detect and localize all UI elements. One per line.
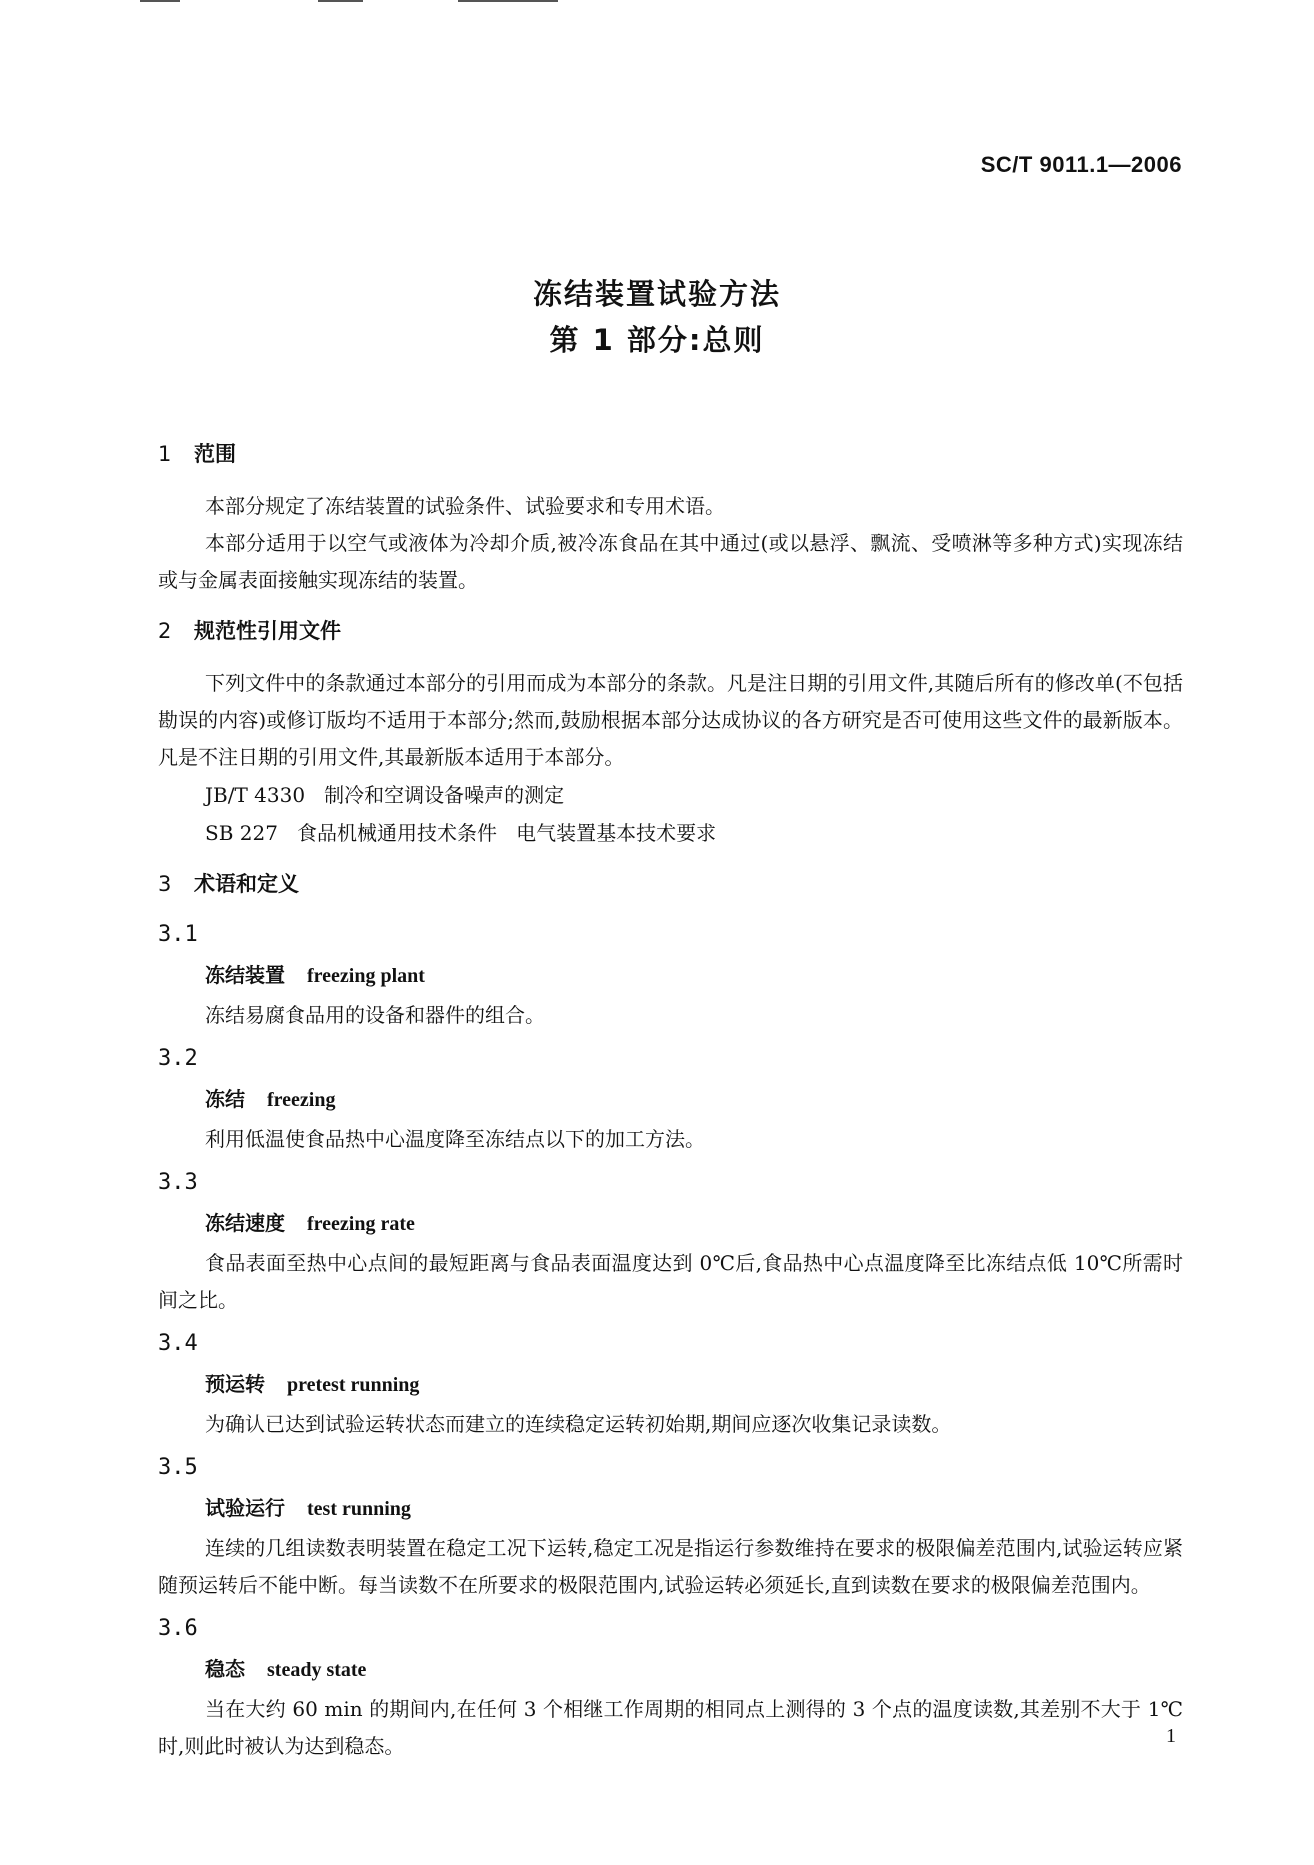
term-number: 3.6 [158,1616,198,1641]
term-number: 3.5 [158,1455,198,1480]
term-chinese: 冻结装置 [205,963,285,987]
term-definition: 为确认已达到试验运转状态而建立的连续稳定运转初始期,期间应逐次收集记录读数。 [205,1412,952,1436]
term-chinese: 冻结速度 [205,1211,285,1235]
standard-code: SC/T 9011.1—2006 [980,152,1182,177]
term-number: 3.1 [158,922,198,947]
page-number: 1 [1166,1725,1176,1747]
term-heading [205,1654,1183,1685]
term-number: 3.3 [158,1170,198,1195]
term-english: test running [307,1498,411,1520]
document-subtitle: 第 1 部分:总则 [549,323,765,357]
term-heading [205,1208,1183,1239]
section-title: 范围 [194,442,236,466]
term-number: 3.2 [158,1046,198,1071]
term-definition: 冻结易腐食品用的设备和器件的组合。 [205,1003,545,1027]
document-body [158,440,1183,1773]
document-title: 冻结装置试验方法 [532,277,781,311]
scan-edge-mark [318,0,363,2]
term-english: freezing plant [307,965,425,987]
reference-item: SB 227 食品机械通用技术条件 电气装置基本技术要求 [205,821,717,845]
term-chinese: 稳态 [205,1657,245,1681]
section-number: 3 [158,872,172,896]
term-heading [205,1493,1183,1524]
section-title: 术语和定义 [194,872,299,896]
term-heading [205,960,1183,991]
term-english: freezing rate [307,1213,415,1235]
term-chinese: 试验运行 [205,1496,285,1520]
paragraph: 本部分适用于以空气或液体为冷却介质,被冷冻食品在其中通过(或以悬浮、飘流、受喷淋等多种方式)实现冻结或与金属表面接触实现冻结的装置。 [158,531,1183,592]
section-number: 2 [158,619,172,643]
term-definition: 连续的几组读数表明装置在稳定工况下运转,稳定工况是指运行参数维持在要求的极限偏差范围内,试验运转应紧随预运转后不能中断。每当读数不在所要求的极限范围内,试验运转必须延长,直到读数在要求的极限偏差范围内。 [158,1536,1183,1597]
section-number: 1 [158,442,172,466]
paragraph: 下列文件中的条款通过本部分的引用而成为本部分的条款。凡是注日期的引用文件,其随后所有的修改单(不包括勘误的内容)或修订版均不适用于本部分;然而,鼓励根据本部分达成协议的各方研究是否可使用这些文件的最新版本。凡是不注日期的引用文件,其最新版本适用于本部分。 [158,671,1183,769]
term-english: pretest running [287,1374,420,1396]
term-english: freezing [267,1089,336,1111]
term-english: steady state [267,1659,367,1681]
term-definition: 食品表面至热中心点间的最短距离与食品表面温度达到 0℃后,食品热中心点温度降至比冻结点低 10℃所需时间之比。 [158,1251,1183,1312]
term-heading [205,1369,1183,1400]
section-heading [158,440,1183,468]
scan-edge-mark [140,0,180,2]
scan-edge-mark [458,0,558,2]
term-definition: 当在大约 60 min 的期间内,在任何 3 个相继工作周期的相同点上测得的 3 个点的温度读数,其差别不大于 1℃时,则此时被认为达到稳态。 [158,1697,1183,1758]
term-chinese: 冻结 [205,1087,245,1111]
term-definition: 利用低温使食品热中心温度降至冻结点以下的加工方法。 [205,1127,705,1151]
section-heading [158,617,1183,645]
paragraph: 本部分规定了冻结装置的试验条件、试验要求和专用术语。 [205,494,725,518]
reference-item: JB/T 4330 制冷和空调设备噪声的测定 [205,783,565,807]
term-number: 3.4 [158,1331,198,1356]
term-heading [205,1084,1183,1115]
term-chinese: 预运转 [205,1372,265,1396]
section-heading [158,870,1183,898]
section-title: 规范性引用文件 [194,619,341,643]
